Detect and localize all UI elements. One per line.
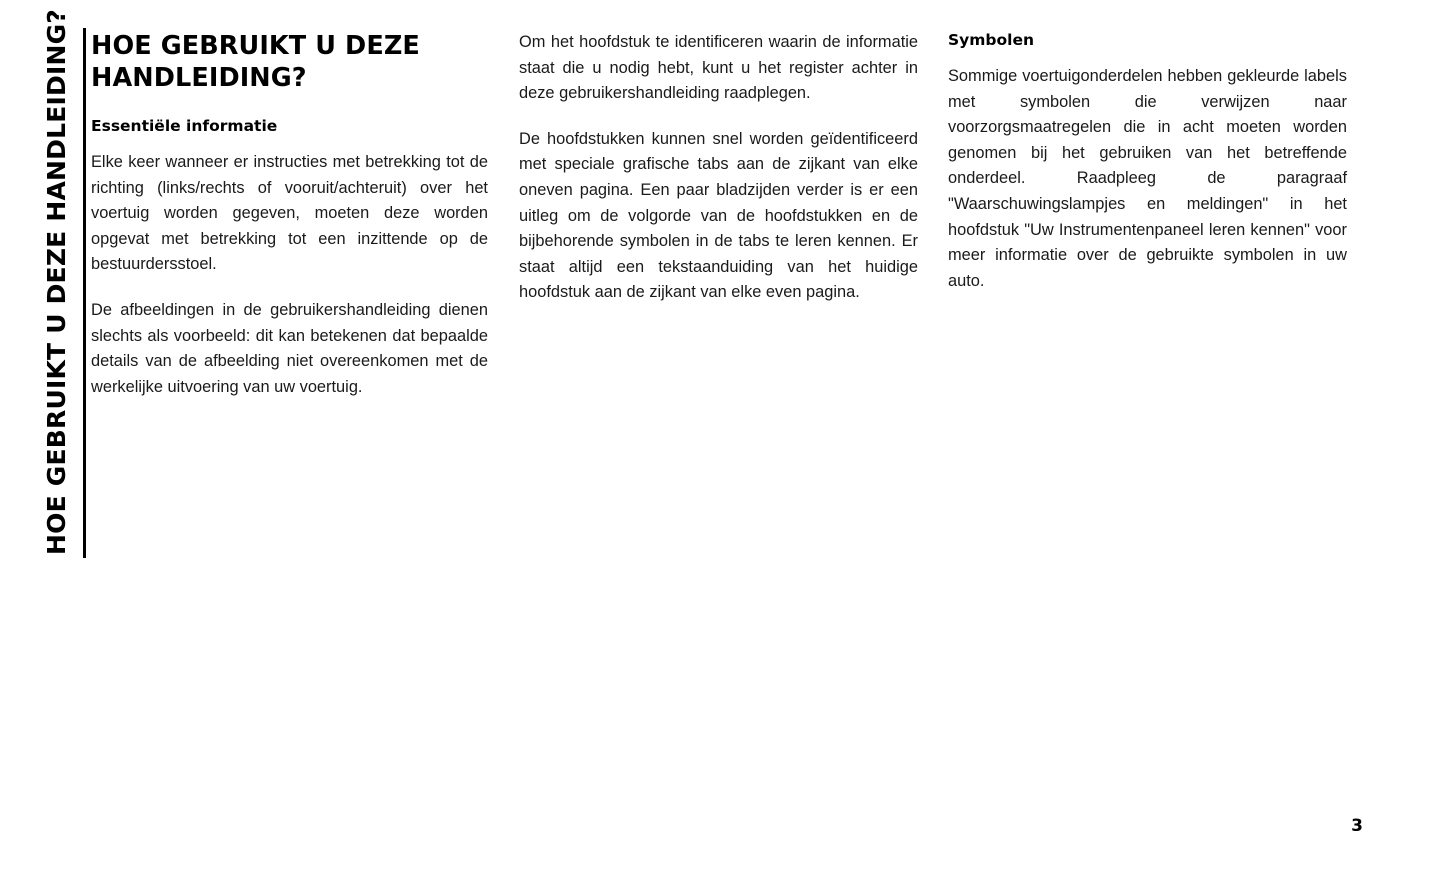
paragraph: De afbeeldingen in de gebruikershandleiding dienen slechts als voorbeeld: dit kan betekenen dat bepaalde details van de afbeelding niet overeenkomen met de werkelijke uitvoering van uw voertuig. bbox=[91, 300, 488, 396]
page-title: HOE GEBRUIKT U DEZE HANDLEIDING? bbox=[91, 31, 420, 93]
page-number: 3 bbox=[1351, 816, 1363, 836]
text-column-3 bbox=[948, 30, 1347, 294]
text-column-2 bbox=[519, 30, 918, 306]
text-column-1 bbox=[91, 30, 488, 400]
paragraph: Sommige voertuigonderdelen hebben gekleurde labels met symbolen die verwijzen naar voorzorgsmaatregelen die in acht moeten worden genomen bij het gebruiken van het betreffende onderdeel. Raadpleeg de paragraaf "Waarschuwingslampjes en meldingen" in het hoofdstuk "Uw Instrumentenpaneel leren kennen" voor meer informatie over de gebruikte symbolen in uw auto. bbox=[948, 67, 1347, 290]
section-heading-symbols: Symbolen bbox=[948, 31, 1035, 49]
paragraph: Om het hoofdstuk te identificeren waarin de informatie staat die u nodig hebt, kunt u het register achter in deze gebruikershandleiding raadplegen. bbox=[519, 33, 918, 103]
section-heading-essential-info: Essentiële informatie bbox=[91, 117, 278, 135]
chapter-side-tab-label: HOE GEBRUIKT U DEZE HANDLEIDING? bbox=[42, 9, 71, 555]
chapter-side-tab bbox=[30, 9, 86, 558]
paragraph: Elke keer wanneer er instructies met betrekking tot de richting (links/rechts of vooruit/achteruit) over het voertuig worden gegeven, moeten deze worden opgevat met betrekking tot een inzittende op de bestuurdersstoel. bbox=[91, 153, 488, 274]
paragraph: De hoofdstukken kunnen snel worden geïdentificeerd met speciale grafische tabs aan de zijkant van elke oneven pagina. Een paar bladzijden verder is er een uitleg om de volgorde van de hoofdstukken en de bijbehorende symbolen in de tabs te leren kennen. Er staat altijd een tekstaanduiding van het huidige hoofdstuk aan de zijkant van elke even pagina. bbox=[519, 129, 918, 302]
